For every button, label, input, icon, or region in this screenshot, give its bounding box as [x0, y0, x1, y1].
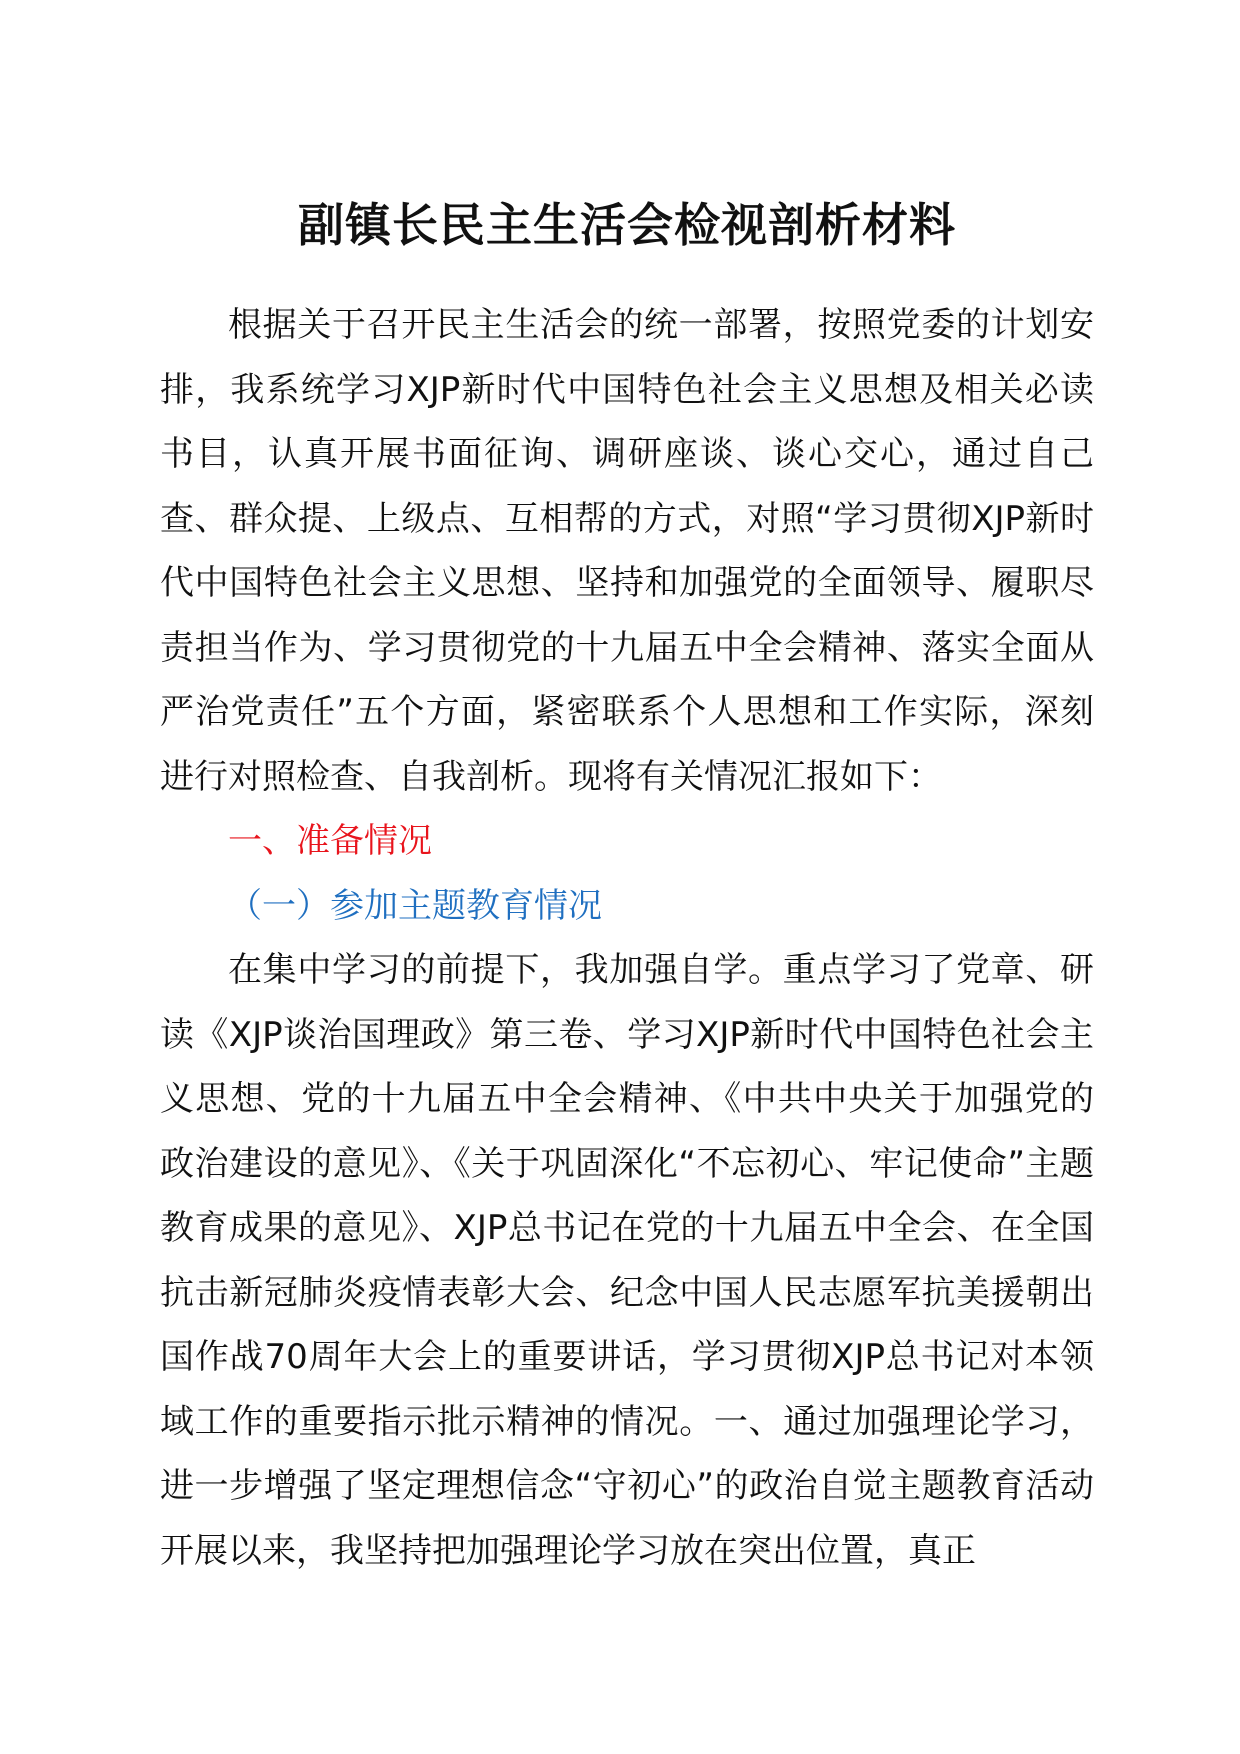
document-title: 副镇长民主生活会检视剖析材料	[298, 198, 956, 252]
subsection-heading-theme-education: （一）参加主题教育情况	[228, 885, 602, 926]
section-heading-preparation: 一、准备情况	[228, 821, 432, 861]
intro-paragraph: 根据关于召开民主生活会的统一部署，按照党委的计划安排，我系统学习XJP新时代中国特色社会主义思想及相关必读书目，认真开展书面征询、调研座谈、谈心交心，通过自己查、群众提、上级点、互相帮的方式，对照“学习贯彻XJP新时代中国特色社会主义思想、坚持和加强党的全面领导、履职尽责担当作为、学习贯彻党的十九届五中全会精神、落实全面从严治党责任”五个方面，紧密联系个人思想和工作实际，深刻进行对照检查、自我剖析。现将有关情况汇报如下：	[160, 305, 1094, 797]
document-page	[160, 195, 1094, 1583]
body-paragraph: 在集中学习的前提下，我加强自学。重点学习了党章、研读《XJP谈治国理政》第三卷、学习XJP新时代中国特色社会主义思想、党的十九届五中全会精神、《中共中央关于加强党的政治建设的意见》、《关于巩固深化“不忘初心、牢记使命”主题教育成果的意见》、XJP总书记在党的十九届五中全会、在全国抗击新冠肺炎疫情表彰大会、纪念中国人民志愿军抗美援朝出国作战70周年大会上的重要讲话，学习贯彻XJP总书记对本领域工作的重要指示批示精神的情况。一、通过加强理论学习，进一步增强了坚定理想信念“守初心”的政治自觉主题教育活动开展以来，我坚持把加强理论学习放在突出位置，真正	[160, 950, 1094, 1571]
